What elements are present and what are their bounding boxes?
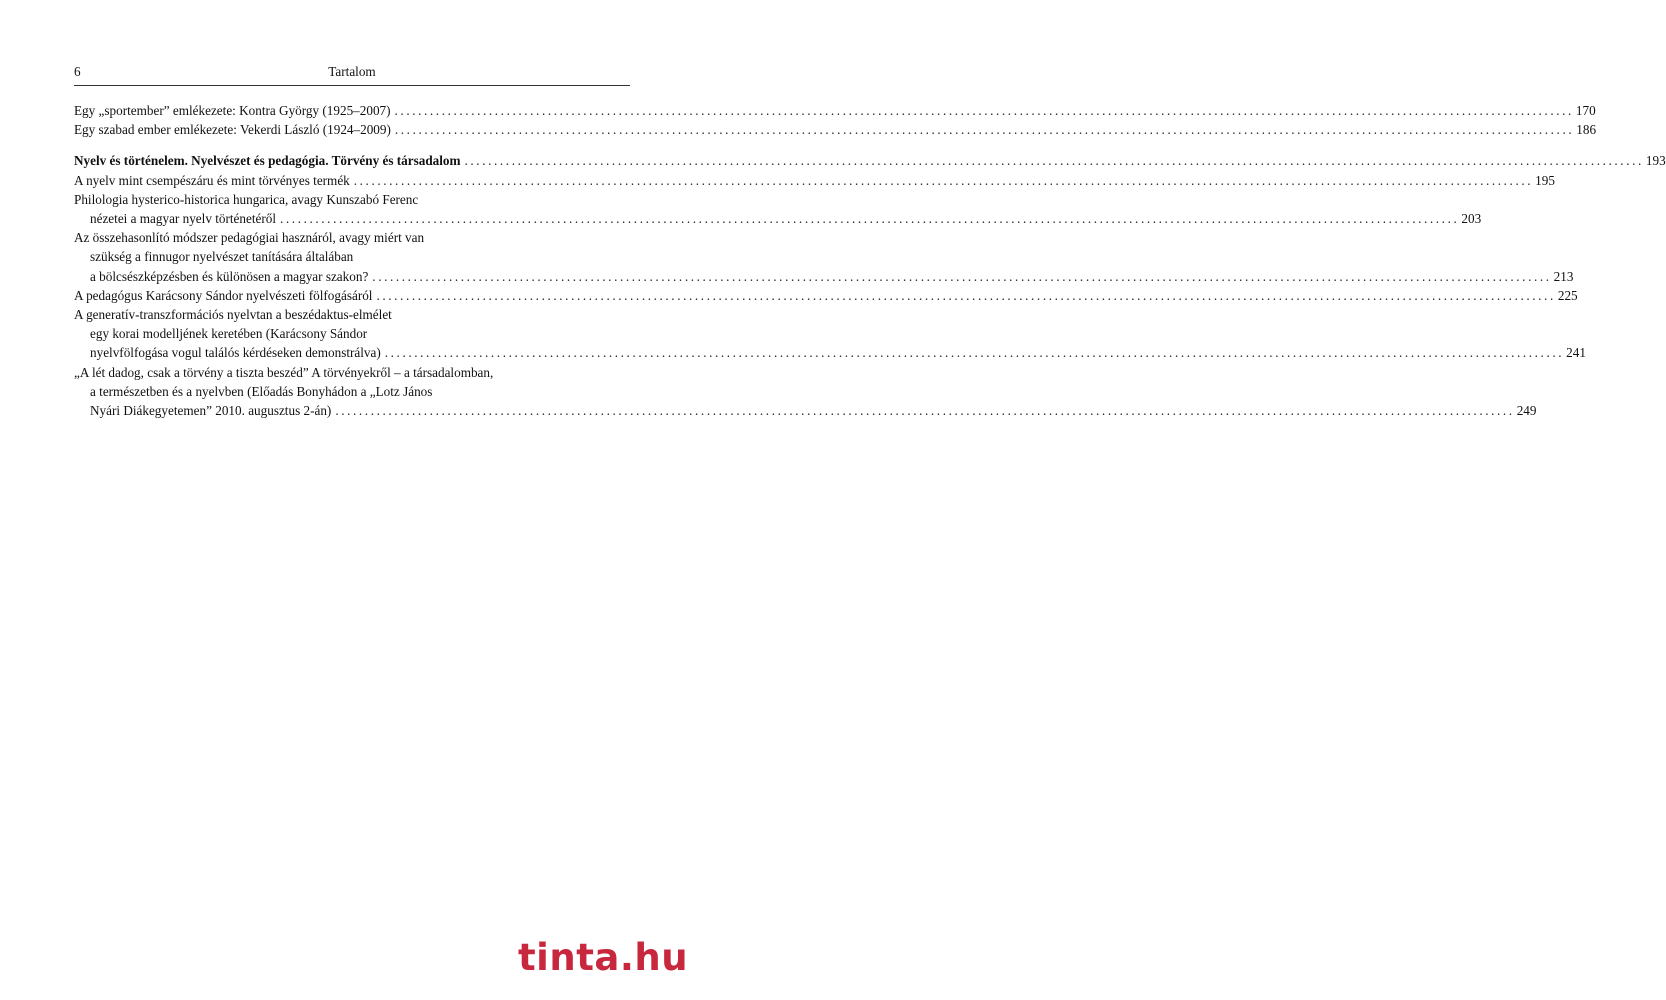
toc-entry-page: 213 — [1553, 268, 1574, 284]
toc-entry-page: 249 — [1516, 403, 1537, 419]
leader-dots: ........................................................................................................................................................................................................ — [394, 122, 1575, 138]
toc-entry-title: Philologia hysterico-historica hungarica, avagy Kunszabó Ferenc — [74, 191, 419, 207]
leader-dots: ........................................................................................................................................................................................................ — [335, 403, 1515, 419]
running-head — [74, 64, 630, 86]
leader-dots: ........................................................................................................................................................................................................ — [280, 211, 1460, 227]
watermark-logo: tinta.hu — [518, 936, 689, 979]
toc-entry[interactable] — [74, 228, 1574, 286]
toc-entry[interactable] — [74, 190, 1482, 228]
toc-entry-page: 225 — [1557, 287, 1578, 303]
section-spacer — [74, 139, 630, 151]
toc-entry-title-cont: nyelvfölfogása vogul találós kérdéseken demonstrálva) — [90, 345, 381, 361]
leader-dots: ........................................................................................................................................................................................................ — [372, 268, 1552, 284]
toc-entry-title-cont: egy korai modelljének keretében (Karácsony Sándor — [90, 326, 368, 342]
page-number: 6 — [74, 64, 81, 79]
toc-entry[interactable] — [74, 101, 1596, 120]
toc-entry-title: A generatív-transzformációs nyelvtan a beszédaktus-elmélet — [74, 307, 392, 323]
toc-entry-title-cont: a természetben és a nyelvben (Előadás Bonyhádon a „Lotz János — [90, 383, 433, 399]
toc-entry-title-cont: a bölcsészképzésben és különösen a magyar szakon? — [90, 268, 369, 284]
leader-dots: ........................................................................................................................................................................................................ — [394, 103, 1574, 118]
table-of-contents — [74, 101, 1666, 420]
toc-entry-title: „A lét dadog, csak a törvény a tiszta beszéd” A törvényekről – a társadalomban, — [74, 364, 494, 380]
toc-section-heading[interactable] — [74, 151, 1666, 170]
toc-entry-page: 186 — [1576, 122, 1597, 138]
leader-dots: ........................................................................................................................................................................................................ — [353, 172, 1534, 188]
toc-entry-title: A pedagógus Karácsony Sándor nyelvészeti fölfogásáról — [74, 287, 373, 303]
toc-entry-title: Egy „sportember” emlékezete: Kontra György (1925–2007) — [74, 103, 391, 118]
toc-entry-title-cont: Nyári Diákegyetemen” 2010. augusztus 2-án) — [90, 403, 332, 419]
toc-entry[interactable] — [74, 363, 1537, 421]
toc-entry-title: Egy szabad ember emlékezete: Vekerdi László (1924–2009) — [74, 122, 391, 138]
toc-entry-page: 195 — [1535, 172, 1555, 188]
leader-dots: ........................................................................................................................................................................................................ — [376, 287, 1556, 303]
toc-entry[interactable] — [74, 305, 1586, 363]
toc-entry[interactable] — [74, 171, 1555, 190]
leader-dots: ........................................................................................................................................................................................................ — [384, 345, 1565, 361]
toc-entry-page: 170 — [1575, 103, 1596, 118]
leader-dots: ........................................................................................................................................................................................................ — [464, 153, 1644, 169]
toc-entry[interactable] — [74, 120, 1597, 139]
toc-entry-title-cont: nézetei a magyar nyelv történetéről — [90, 211, 276, 227]
toc-entry-title: Nyelv és történelem. Nyelvészet és pedagógia. Törvény és társadalom — [74, 153, 461, 169]
toc-entry-title: A nyelv mint csempészáru és mint törvényes termék — [74, 172, 350, 188]
toc-entry[interactable] — [74, 286, 1578, 305]
toc-entry-page: 241 — [1566, 345, 1586, 361]
toc-entry-page: 193 — [1645, 153, 1666, 169]
page-title: Tartalom — [328, 64, 376, 79]
toc-entry-title-cont: szükség a finnugor nyelvészet tanítására általában — [90, 249, 354, 265]
toc-entry-title: Az összehasonlító módszer pedagógiai hasznáról, avagy miért van — [74, 230, 425, 246]
toc-entry-page: 203 — [1461, 211, 1482, 227]
